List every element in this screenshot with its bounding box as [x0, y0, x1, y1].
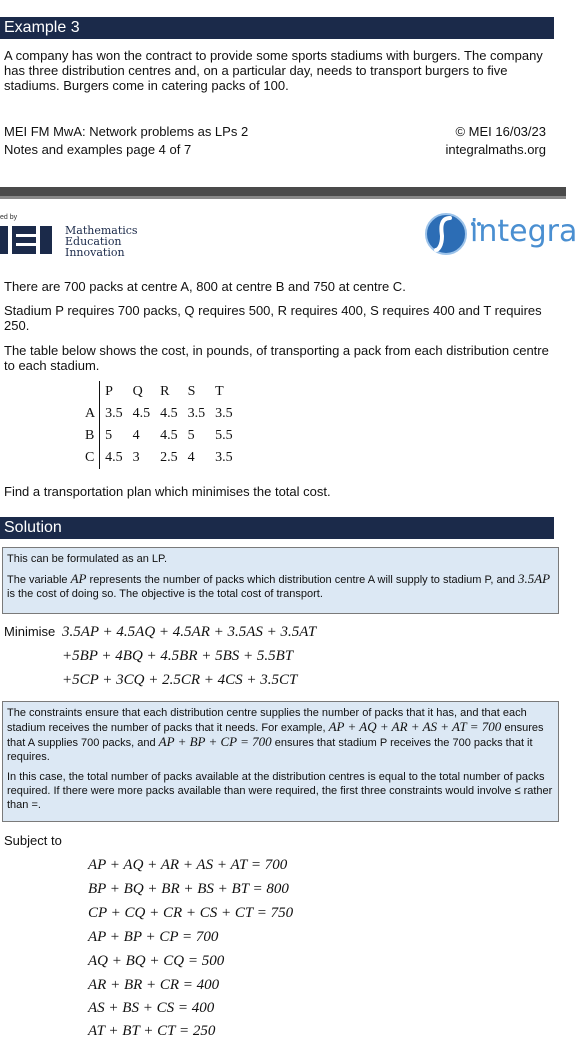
page-divider: [0, 187, 566, 196]
note-variable: AP: [70, 571, 87, 586]
note-paragraph: [7, 706, 554, 764]
note-text: is the cost of doing so. The objective is the total cost of transport.: [7, 588, 323, 600]
note-paragraph: [7, 572, 554, 601]
table-cell: 4.5: [160, 406, 178, 421]
note-equation: AP + AQ + AR + AS + AT = 700: [328, 719, 502, 734]
footer-page: Notes and examples page 4 of 7: [4, 142, 192, 157]
table-cell: 5: [187, 428, 195, 443]
table-cell: 4: [132, 428, 140, 443]
note-symbol: ≤: [514, 785, 521, 797]
intro-paragraph: A company has won the contract to provide some sports stadiums with burgers. The company has three distribution centres and, on a particular day, needs to transport burgers to five stadiums. Burgers come in catering packs of 100.: [4, 48, 543, 93]
table-cell: 4: [187, 450, 195, 465]
integral-logo-word: integra: [470, 214, 577, 249]
table-cell: 3.5: [187, 406, 206, 421]
note-text: represents the number of packs which distribution centre A will supply to stadium P, and: [86, 574, 518, 586]
table-cell: 5: [105, 428, 113, 443]
column-header: S: [187, 384, 196, 399]
constraint-line: AQ + BQ + CQ = 500: [88, 953, 225, 969]
note-paragraph: This can be formulated as an LP.: [7, 553, 168, 565]
constraint-line: AT + BT + CT = 250: [88, 1023, 216, 1039]
mei-logo-line3: Innovation: [65, 246, 125, 259]
footer-course: MEI FM MwA: Network problems as LPs 2: [4, 124, 249, 139]
row-header: C: [80, 447, 100, 469]
constraints-note: [2, 701, 559, 822]
table-corner: [80, 381, 100, 403]
table-row: [80, 447, 238, 469]
table-cell: 4.5: [160, 428, 178, 443]
page-divider-shadow: [0, 196, 566, 199]
mei-logo-line2: Education: [65, 235, 122, 248]
constraint-line: BP + BQ + BR + BS + BT = 800: [88, 881, 289, 897]
constraint-line: CP + CQ + CR + CS + CT = 750: [88, 905, 294, 921]
table-cell: 3: [132, 450, 140, 465]
table-cell: 4.5: [105, 450, 123, 465]
note-paragraph: [7, 770, 554, 812]
row-header: A: [80, 403, 100, 425]
note-equation: AP + BP + CP = 700: [158, 734, 272, 749]
question-text: Find a transportation plan which minimises the total cost.: [4, 484, 331, 499]
constraint-line: AS + BS + CS = 400: [88, 1000, 215, 1016]
footer-copyright: © MEI 16/03/23: [455, 124, 546, 139]
objective-line: +5CP + 3CQ + 2.5CR + 4CS + 3.5CT: [62, 672, 298, 688]
note-text: rather than =.: [7, 785, 553, 811]
note-text: ensures that stadium P receives the 700 packs that it requires.: [7, 737, 533, 763]
constraint-line: AP + AQ + AR + AS + AT = 700: [88, 857, 288, 873]
demand-text: Stadium P requires 700 packs, Q requires 500, R requires 400, S requires 400 and T requires 250.: [4, 303, 542, 333]
table-row: [80, 425, 238, 447]
table-cell: 3.5: [105, 406, 123, 421]
table-header-row: [80, 381, 238, 403]
constraint-line: AP + BP + CP = 700: [88, 929, 219, 945]
mei-logo-icon: [0, 226, 60, 254]
cost-table: [80, 381, 238, 469]
formulation-note: [2, 547, 559, 614]
objective-line: +5BP + 4BQ + 4.5BR + 5BS + 5.5BT: [62, 648, 294, 664]
table-row: [80, 403, 238, 425]
note-text: The variable: [7, 574, 71, 586]
table-cell: 3.5: [215, 406, 233, 421]
mei-prefix: ed by: [0, 214, 18, 221]
note-text: ensures that A supplies 700 packs, and: [7, 722, 544, 749]
table-cell: 5.5: [215, 428, 233, 443]
subject-to-label: Subject to: [4, 833, 62, 848]
table-intro-text: The table below shows the cost, in pounds, of transporting a pack from each distribution centre to each stadium.: [4, 343, 549, 373]
column-header: Q: [132, 384, 143, 399]
note-text: In this case, the total number of packs available at the distribution centres is equal to the total number of packs required. If there were more packs available than were required, the first three constraints would involve: [7, 771, 545, 797]
objective-line: 3.5AP + 4.5AQ + 4.5AR + 3.5AS + 3.5AT: [62, 624, 317, 640]
example-heading: Example 3: [0, 17, 554, 39]
constraint-line: AR + BR + CR = 400: [88, 977, 220, 993]
column-header: R: [160, 384, 170, 399]
mei-logo-text: [65, 225, 138, 258]
minimise-label: Minimise: [4, 624, 56, 639]
table-cell: 4.5: [132, 406, 151, 421]
note-cost-term: 3.5AP: [517, 571, 551, 586]
column-header: T: [215, 384, 224, 399]
table-cell: 3.5: [215, 450, 233, 465]
mei-logo-line1: Mathematics: [65, 224, 138, 237]
column-header: P: [105, 384, 113, 399]
row-header: B: [80, 425, 100, 447]
supply-text: There are 700 packs at centre A, 800 at centre B and 750 at centre C.: [4, 279, 406, 294]
footer-website: integralmaths.org: [445, 142, 546, 157]
solution-heading: Solution: [0, 517, 554, 539]
note-text: The constraints ensure that each distribution centre supplies the number of packs that it has, and that each stadium receives the number of packs that it needs. For example,: [7, 707, 527, 734]
table-cell: 2.5: [160, 450, 178, 465]
